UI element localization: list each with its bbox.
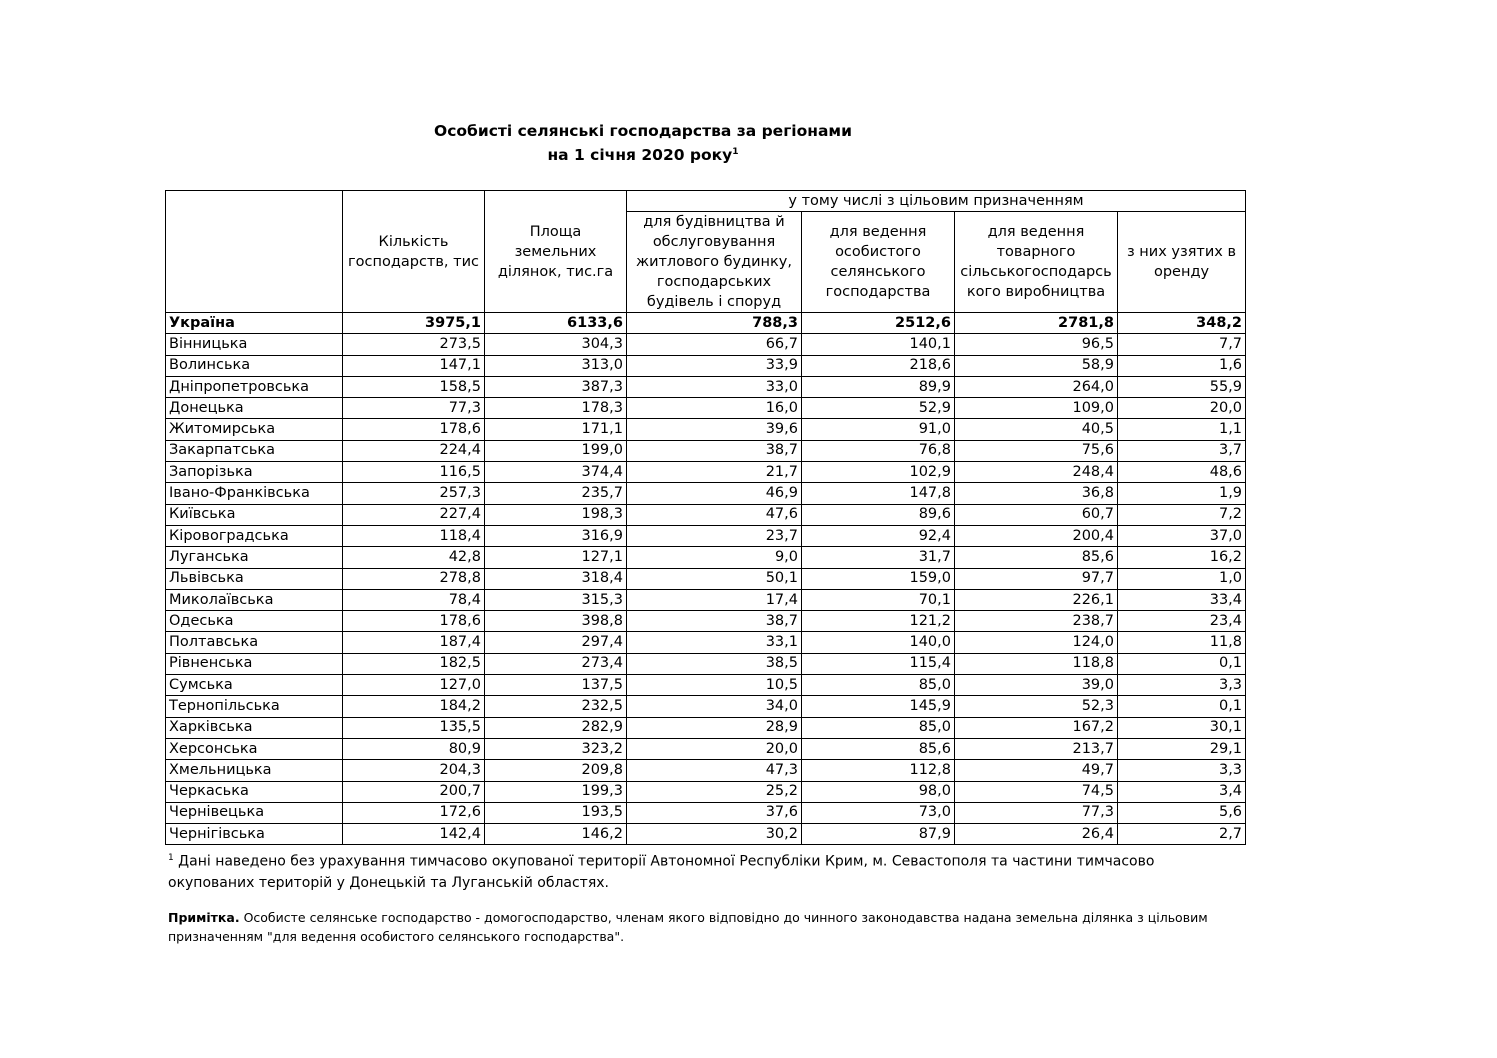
commercial-farming-value: 85,6 [955,547,1118,568]
region-name: Івано-Франківська [166,483,343,504]
housing-value: 46,9 [627,483,802,504]
housing-value: 33,1 [627,632,802,653]
table-row [166,675,1246,696]
personal-farming-value: 121,2 [802,611,955,632]
households-value: 224,4 [343,440,485,461]
leased-value: 7,2 [1118,504,1246,525]
header-leased: з них узятих в оренду [1118,212,1246,313]
commercial-farming-value: 75,6 [955,440,1118,461]
table-row [166,462,1246,483]
region-name: Харківська [166,717,343,738]
title-line-2 [400,146,886,164]
housing-value: 33,0 [627,376,802,397]
households-value: 147,1 [343,355,485,376]
personal-farming-value: 140,1 [802,334,955,355]
table-row [166,653,1246,674]
personal-farming-value: 115,4 [802,653,955,674]
region-name: Чернівецька [166,802,343,823]
commercial-farming-value: 213,7 [955,738,1118,759]
leased-value: 20,0 [1118,398,1246,419]
table-row [166,504,1246,525]
land-area-value: 232,5 [485,696,627,717]
households-value: 158,5 [343,376,485,397]
table-row [166,440,1246,461]
land-area-value: 316,9 [485,525,627,546]
housing-value: 47,6 [627,504,802,525]
housing-value: 50,1 [627,568,802,589]
housing-value: 39,6 [627,419,802,440]
land-area-value: 318,4 [485,568,627,589]
region-name: Рівненська [166,653,343,674]
leased-value: 37,0 [1118,525,1246,546]
region-name: Волинська [166,355,343,376]
leased-value: 3,3 [1118,760,1246,781]
region-name: Донецька [166,398,343,419]
households-value: 3975,1 [343,313,485,334]
households-value: 273,5 [343,334,485,355]
leased-value: 3,4 [1118,781,1246,802]
header-commercial-farming: для ведення товарного сільськогосподарсь кого виробництва [955,212,1118,313]
households-value: 127,0 [343,675,485,696]
personal-farming-value: 112,8 [802,760,955,781]
personal-farming-value: 73,0 [802,802,955,823]
table-row [166,824,1246,845]
households-value: 116,5 [343,462,485,483]
leased-value: 16,2 [1118,547,1246,568]
table-row [166,781,1246,802]
housing-value: 34,0 [627,696,802,717]
region-name: Житомирська [166,419,343,440]
region-name: Вінницька [166,334,343,355]
personal-farming-value: 92,4 [802,525,955,546]
leased-value: 348,2 [1118,313,1246,334]
region-name: Полтавська [166,632,343,653]
commercial-farming-value: 40,5 [955,419,1118,440]
housing-value: 17,4 [627,589,802,610]
personal-farming-value: 140,0 [802,632,955,653]
personal-farming-value: 52,9 [802,398,955,419]
personal-farming-value: 87,9 [802,824,955,845]
commercial-farming-value: 96,5 [955,334,1118,355]
note-text: Особисте селянське господарство - домогосподарство, членам якого відповідно до чинного законодавства надана земельна ділянка з цільовим призначенням "для ведення особистого селянського господарства". [168,910,1208,944]
table-row [166,589,1246,610]
leased-value: 29,1 [1118,738,1246,759]
region-name: Кіровоградська [166,525,343,546]
personal-farming-value: 98,0 [802,781,955,802]
table-row [166,632,1246,653]
leased-value: 55,9 [1118,376,1246,397]
footnote [168,848,1168,894]
header-row-group [166,191,1246,212]
households-value: 200,7 [343,781,485,802]
land-area-value: 199,3 [485,781,627,802]
commercial-farming-value: 238,7 [955,611,1118,632]
housing-value: 37,6 [627,802,802,823]
region-name: Київська [166,504,343,525]
title-date: на 1 січня 2020 року [547,146,733,164]
leased-value: 23,4 [1118,611,1246,632]
land-area-value: 127,1 [485,547,627,568]
housing-value: 38,7 [627,440,802,461]
footnote-text: Дані наведено без урахування тимчасово окупованої території Автономної Республіки Крим, м. Севастополя та частини тимчасово окупованих територій у Донецькій та Луганській областях. [168,853,1155,891]
table-row [166,802,1246,823]
housing-value: 33,9 [627,355,802,376]
commercial-farming-value: 124,0 [955,632,1118,653]
leased-value: 3,3 [1118,675,1246,696]
housing-value: 47,3 [627,760,802,781]
land-area-value: 304,3 [485,334,627,355]
table-row [166,760,1246,781]
land-area-value: 323,2 [485,738,627,759]
households-value: 178,6 [343,611,485,632]
land-area-value: 199,0 [485,440,627,461]
region-name: Закарпатська [166,440,343,461]
leased-value: 1,0 [1118,568,1246,589]
personal-farming-value: 31,7 [802,547,955,568]
region-name: Одеська [166,611,343,632]
title-footnote-mark: 1 [732,146,739,157]
regions-table [165,190,1246,845]
region-name: Львівська [166,568,343,589]
households-value: 77,3 [343,398,485,419]
table-row [166,547,1246,568]
households-value: 278,8 [343,568,485,589]
housing-value: 25,2 [627,781,802,802]
housing-value: 9,0 [627,547,802,568]
commercial-farming-value: 97,7 [955,568,1118,589]
land-area-value: 315,3 [485,589,627,610]
table-row [166,376,1246,397]
commercial-farming-value: 264,0 [955,376,1118,397]
note [168,908,1208,946]
personal-farming-value: 218,6 [802,355,955,376]
table-row [166,717,1246,738]
land-area-value: 171,1 [485,419,627,440]
housing-value: 21,7 [627,462,802,483]
commercial-farming-value: 74,5 [955,781,1118,802]
housing-value: 66,7 [627,334,802,355]
region-name: Луганська [166,547,343,568]
households-value: 142,4 [343,824,485,845]
households-value: 78,4 [343,589,485,610]
commercial-farming-value: 77,3 [955,802,1118,823]
region-name: Миколаївська [166,589,343,610]
leased-value: 3,7 [1118,440,1246,461]
table-row [166,419,1246,440]
land-area-value: 398,8 [485,611,627,632]
commercial-farming-value: 2781,8 [955,313,1118,334]
table-row [166,398,1246,419]
land-area-value: 193,5 [485,802,627,823]
commercial-farming-value: 118,8 [955,653,1118,674]
land-area-value: 137,5 [485,675,627,696]
commercial-farming-value: 60,7 [955,504,1118,525]
header-housing: для будівництва й обслуговування житлового будинку, господарських будівель і споруд [627,212,802,313]
personal-farming-value: 70,1 [802,589,955,610]
region-name: Дніпропетровська [166,376,343,397]
commercial-farming-value: 58,9 [955,355,1118,376]
land-area-value: 273,4 [485,653,627,674]
commercial-farming-value: 52,3 [955,696,1118,717]
region-name: Чернігівська [166,824,343,845]
leased-value: 0,1 [1118,653,1246,674]
commercial-farming-value: 39,0 [955,675,1118,696]
personal-farming-value: 89,6 [802,504,955,525]
personal-farming-value: 76,8 [802,440,955,461]
housing-value: 23,7 [627,525,802,546]
region-name: Черкаська [166,781,343,802]
table-row [166,483,1246,504]
table-row [166,525,1246,546]
personal-farming-value: 102,9 [802,462,955,483]
personal-farming-value: 85,6 [802,738,955,759]
land-area-value: 374,4 [485,462,627,483]
leased-value: 11,8 [1118,632,1246,653]
header-region [166,191,343,313]
personal-farming-value: 91,0 [802,419,955,440]
leased-value: 2,7 [1118,824,1246,845]
header-households: Кількість господарств, тис [343,191,485,313]
region-name: Хмельницька [166,760,343,781]
commercial-farming-value: 200,4 [955,525,1118,546]
region-name: Україна [166,313,343,334]
personal-farming-value: 147,8 [802,483,955,504]
housing-value: 38,7 [627,611,802,632]
personal-farming-value: 85,0 [802,717,955,738]
housing-value: 38,5 [627,653,802,674]
header-land-area: Площа земельних ділянок, тис.га [485,191,627,313]
land-area-value: 297,4 [485,632,627,653]
note-label: Примітка. [168,910,240,925]
housing-value: 788,3 [627,313,802,334]
table-row [166,611,1246,632]
table-row [166,568,1246,589]
header-purpose-group: у тому числі з цільовим призначенням [627,191,1246,212]
personal-farming-value: 89,9 [802,376,955,397]
personal-farming-value: 85,0 [802,675,955,696]
land-area-value: 282,9 [485,717,627,738]
table-row [166,334,1246,355]
table-row [166,738,1246,759]
commercial-farming-value: 109,0 [955,398,1118,419]
land-area-value: 235,7 [485,483,627,504]
leased-value: 7,7 [1118,334,1246,355]
header-personal-farming: для ведення особистого селянського господарства [802,212,955,313]
households-value: 172,6 [343,802,485,823]
total-row [166,313,1246,334]
households-value: 135,5 [343,717,485,738]
title-line-1: Особисті селянські господарства за регіонами [434,122,852,140]
region-name: Тернопільська [166,696,343,717]
households-value: 187,4 [343,632,485,653]
households-value: 257,3 [343,483,485,504]
households-value: 178,6 [343,419,485,440]
land-area-value: 209,8 [485,760,627,781]
housing-value: 28,9 [627,717,802,738]
leased-value: 1,6 [1118,355,1246,376]
leased-value: 5,6 [1118,802,1246,823]
leased-value: 0,1 [1118,696,1246,717]
personal-farming-value: 2512,6 [802,313,955,334]
region-name: Сумська [166,675,343,696]
region-name: Херсонська [166,738,343,759]
households-value: 227,4 [343,504,485,525]
footnote-mark: 1 [168,853,174,863]
land-area-value: 178,3 [485,398,627,419]
households-value: 204,3 [343,760,485,781]
leased-value: 1,9 [1118,483,1246,504]
leased-value: 1,1 [1118,419,1246,440]
housing-value: 16,0 [627,398,802,419]
households-value: 118,4 [343,525,485,546]
commercial-farming-value: 26,4 [955,824,1118,845]
housing-value: 30,2 [627,824,802,845]
personal-farming-value: 145,9 [802,696,955,717]
households-value: 42,8 [343,547,485,568]
commercial-farming-value: 167,2 [955,717,1118,738]
land-area-value: 387,3 [485,376,627,397]
table-row [166,696,1246,717]
region-name: Запорізька [166,462,343,483]
commercial-farming-value: 248,4 [955,462,1118,483]
land-area-value: 313,0 [485,355,627,376]
housing-value: 20,0 [627,738,802,759]
commercial-farming-value: 36,8 [955,483,1118,504]
leased-value: 30,1 [1118,717,1246,738]
households-value: 182,5 [343,653,485,674]
land-area-value: 6133,6 [485,313,627,334]
households-value: 80,9 [343,738,485,759]
land-area-value: 198,3 [485,504,627,525]
land-area-value: 146,2 [485,824,627,845]
commercial-farming-value: 226,1 [955,589,1118,610]
table-row [166,355,1246,376]
personal-farming-value: 159,0 [802,568,955,589]
households-value: 184,2 [343,696,485,717]
leased-value: 48,6 [1118,462,1246,483]
commercial-farming-value: 49,7 [955,760,1118,781]
leased-value: 33,4 [1118,589,1246,610]
housing-value: 10,5 [627,675,802,696]
